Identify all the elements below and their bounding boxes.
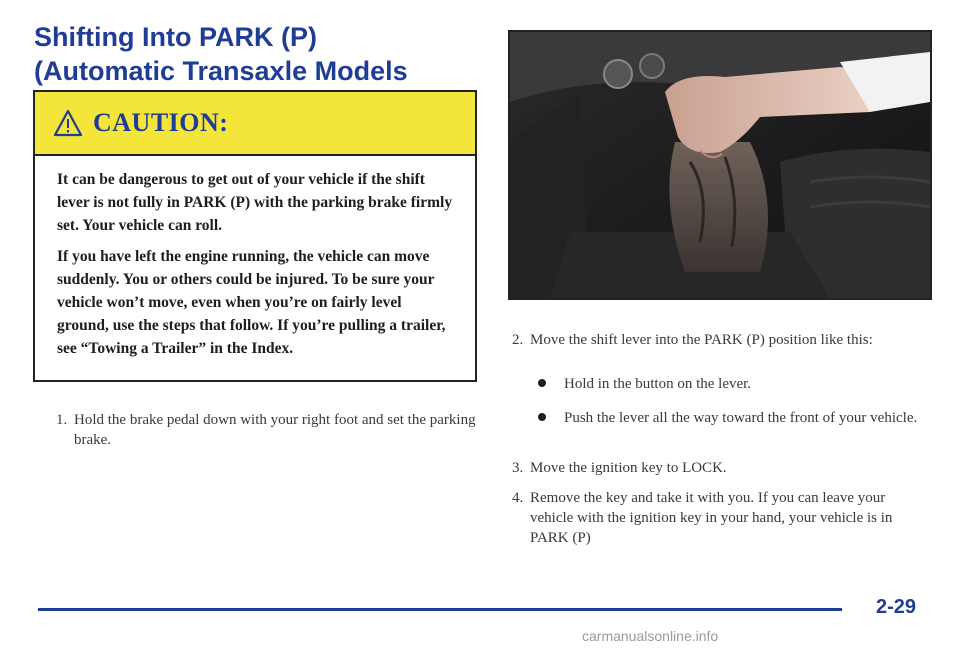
step-number: 4.: [512, 490, 524, 506]
step-2: [512, 330, 922, 350]
caution-box: [33, 90, 477, 382]
step-text: Hold the brake pedal down with your right foot and set the parking brake.: [74, 412, 476, 448]
step-text: Move the ignition key to LOCK.: [530, 460, 727, 476]
bullet-text: Push the lever all the way toward the front of your vehicle.: [564, 410, 918, 426]
title-line-1: Shifting Into PARK (P): [34, 22, 317, 52]
title-line-2: (Automatic Transaxle Models: [34, 56, 408, 86]
step-4: [512, 488, 922, 548]
caution-banner: [35, 92, 475, 156]
footer-rule: [38, 608, 842, 611]
page-number: 2-29: [876, 596, 917, 618]
bullet-text: Hold in the button on the lever.: [564, 376, 752, 392]
shift-lever-illustration: [510, 32, 930, 298]
caution-paragraph-1: It can be dangerous to get out of your vehicle if the shift lever is not fully in PARK (P) with the parking brake firmly set. Your vehicle can roll.: [57, 171, 453, 234]
step-text: Move the shift lever into the PARK (P) position like this:: [530, 332, 873, 348]
warning-triangle-icon: [53, 109, 83, 137]
step-number: 2.: [512, 332, 524, 348]
step-number: 1.: [56, 412, 68, 428]
step-text: Remove the key and take it with you. If you can leave your vehicle with the ignition key in your hand, your vehicle is in PARK (P): [530, 490, 893, 546]
bullet-dot: [538, 379, 546, 387]
step-1: [56, 410, 476, 450]
shift-lever-photo: [508, 30, 932, 300]
caution-body: [35, 156, 475, 360]
bullet-dot: [538, 413, 546, 421]
caution-label: CAUTION:: [93, 108, 229, 137]
bullet-2: [538, 408, 918, 428]
watermark: carmanualsonline.info: [582, 628, 719, 644]
step-3: [512, 458, 922, 478]
caution-paragraph-2: If you have left the engine running, the vehicle can move suddenly. You or others could be injured. To be sure your vehicle won’t move, even when you’re on fairly level ground, use the steps that follow. If you’re pulling a trailer, see “Towing a Trailer” in the Index.: [57, 248, 446, 357]
bullet-1: [538, 374, 918, 394]
step-number: 3.: [512, 460, 524, 476]
